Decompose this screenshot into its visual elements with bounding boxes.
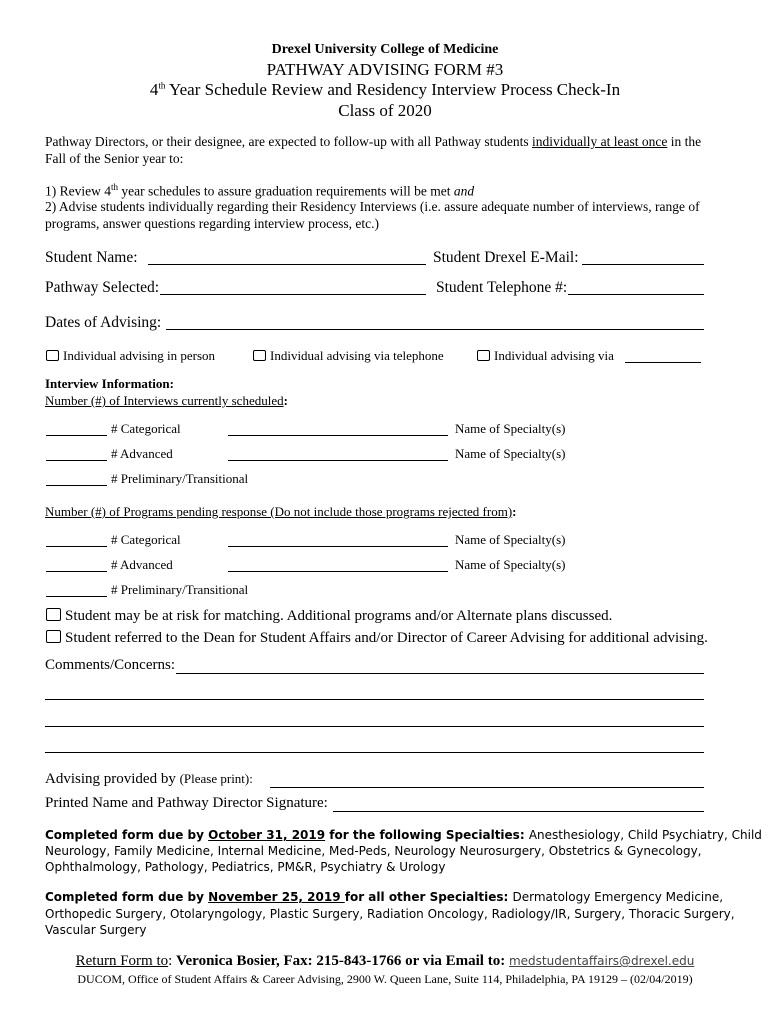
item1-and: and: [453, 183, 475, 199]
intro-end: in the: [667, 134, 702, 149]
return-colon: :: [168, 953, 177, 969]
pending-categorical-specialty-field[interactable]: [228, 546, 448, 547]
student-name-field[interactable]: [148, 264, 426, 265]
interview-heading: Interview Information:: [45, 376, 174, 391]
item1-prefix: 1) Review 4: [45, 183, 111, 199]
student-phone-label: Student Telephone #:: [436, 279, 568, 296]
deadline-october-line1: [45, 828, 762, 842]
dean-referral-option[interactable]: [46, 630, 708, 647]
advising-other-option[interactable]: [477, 348, 614, 364]
intro-item-1: [45, 182, 474, 200]
scheduled-advanced-label: # Advanced: [111, 446, 173, 461]
pending-preliminary-label: # Preliminary/Transitional: [111, 582, 249, 597]
advising-other-field[interactable]: [625, 362, 701, 363]
deadline-november-lead: Completed form due by: [45, 890, 209, 904]
scheduled-advanced-count[interactable]: [46, 460, 107, 461]
return-form-line: [0, 953, 770, 970]
advising-provided-label: [45, 771, 253, 788]
deadline-november-tail: for all other Specialties:: [344, 890, 513, 904]
programs-pending-heading: [45, 504, 517, 520]
pathway-selected-field[interactable]: [160, 294, 426, 295]
pending-advanced-label: # Advanced: [111, 557, 173, 572]
pending-advanced-count[interactable]: [46, 571, 107, 572]
student-phone-field[interactable]: [568, 294, 704, 295]
pending-preliminary-count[interactable]: [46, 596, 107, 597]
comments-line-4[interactable]: [45, 752, 704, 753]
dates-of-advising-field[interactable]: [166, 329, 704, 330]
form-subtitle: [0, 80, 770, 100]
intro-paragraph-line2: Fall of the Senior year to:: [45, 151, 184, 166]
dates-of-advising-label: Dates of Advising:: [45, 314, 162, 331]
intro-item-2-line1: 2) Advise students individually regarding their Residency Interviews (i.e. assure adequate number of interviews, range of: [45, 199, 700, 214]
comments-label: Comments/Concerns:: [45, 657, 175, 673]
scheduled-categorical-specialty-field[interactable]: [228, 435, 448, 436]
advising-in-person-option[interactable]: [46, 348, 215, 364]
pending-categorical-count[interactable]: [46, 546, 107, 547]
deadline-october-list-1: Anesthesiology, Child Psychiatry, Child: [528, 828, 762, 842]
pending-advanced-specialty-field[interactable]: [228, 571, 448, 572]
form-title: PATHWAY ADVISING FORM #3: [266, 60, 504, 79]
interviews-scheduled-colon: :: [283, 393, 288, 408]
advising-by-text: Advising provided by: [45, 771, 180, 787]
scheduled-categorical-label: # Categorical: [111, 421, 181, 436]
class-of: Class of 2020: [338, 101, 432, 120]
dean-referral-label: Student referred to the Dean for Student Affairs and/or Director of Career Advising for additional advising.: [65, 630, 708, 646]
intro-start: Pathway Directors, or their designee, are expected to follow-up with all Pathway students: [45, 134, 532, 149]
deadline-november-list-1: Dermatology Emergency Medicine,: [512, 890, 724, 904]
interviews-scheduled-heading: [45, 393, 288, 409]
student-email-field[interactable]: [582, 264, 704, 265]
intro-item-2-line2: programs, answer questions regarding interview process, etc.): [45, 216, 380, 231]
return-label: Return Form to: [75, 953, 169, 969]
deadline-november-line1: [45, 890, 723, 904]
comments-line-2[interactable]: [45, 699, 704, 700]
risk-matching-label: Student may be at risk for matching. Additional programs and/or Alternate plans discussed.: [65, 608, 613, 624]
scheduled-advanced-specialty-label: Name of Specialty(s): [455, 446, 566, 461]
scheduled-categorical-specialty-label: Name of Specialty(s): [455, 421, 566, 436]
advising-telephone-option[interactable]: [253, 348, 444, 364]
advising-telephone-label: Individual advising via telephone: [270, 348, 444, 363]
deadline-october-list-2: Neurology, Family Medicine, Internal Medicine, Med-Peds, Neurology Neurosurgery, Obstetrics & Gynecology,: [45, 844, 702, 858]
comments-line-1[interactable]: [176, 673, 704, 674]
pathway-selected-label: Pathway Selected:: [45, 279, 160, 296]
return-email-link[interactable]: medstudentaffairs@drexel.edu: [508, 954, 695, 968]
deadline-november-list-2: Orthopedic Surgery, Otolaryngology, Plastic Surgery, Radiation Oncology, Radiology/IR, Surgery, Thoracic Surgery,: [45, 907, 735, 921]
deadline-november-date: November 25, 2019: [208, 890, 345, 904]
advising-provided-field[interactable]: [270, 787, 704, 788]
item1-rest: year schedules to assure graduation requirements will be met: [118, 183, 454, 199]
pending-advanced-specialty-label: Name of Specialty(s): [455, 557, 566, 572]
pending-categorical-specialty-label: Name of Specialty(s): [455, 532, 566, 547]
subtitle-sup: th: [158, 80, 166, 91]
checkbox-icon[interactable]: [477, 350, 490, 361]
programs-pending-label: Number (#) of Programs pending response (Do not include those programs rejected from): [45, 504, 513, 519]
scheduled-categorical-count[interactable]: [46, 435, 107, 436]
risk-matching-option[interactable]: [46, 608, 612, 625]
checkbox-icon[interactable]: [46, 608, 61, 621]
subtitle-rest: Year Schedule Review and Residency Interview Process Check-In: [165, 80, 621, 99]
deadline-november-list-3: Vascular Surgery: [45, 923, 147, 937]
intro-paragraph-line1: [45, 134, 701, 150]
checkbox-icon[interactable]: [46, 630, 61, 643]
scheduled-preliminary-count[interactable]: [46, 485, 107, 486]
item1-sup: th: [110, 182, 118, 192]
deadline-october-date: October 31, 2019: [208, 828, 326, 842]
advising-other-label: Individual advising via: [494, 348, 614, 363]
return-fax: , Fax: 215-843-1766 or via Email to:: [275, 953, 509, 969]
scheduled-advanced-specialty-field[interactable]: [228, 460, 448, 461]
pending-categorical-label: # Categorical: [111, 532, 181, 547]
intro-emphasis: individually at least once: [532, 134, 668, 149]
please-print-text: (Please print):: [179, 771, 253, 786]
comments-line-3[interactable]: [45, 726, 704, 727]
deadline-october-list-3: Ophthalmology, Pathology, Pediatrics, PM&R, Psychiatry & Urology: [45, 860, 446, 874]
deadline-october-lead: Completed form due by: [45, 828, 209, 842]
deadline-october-tail: for the following Specialties:: [325, 828, 529, 842]
programs-pending-colon: :: [512, 504, 517, 519]
advising-in-person-label: Individual advising in person: [63, 348, 216, 363]
institution-name: Drexel University College of Medicine: [271, 42, 499, 57]
checkbox-icon[interactable]: [253, 350, 266, 361]
return-contact: Veronica Bosier: [176, 953, 276, 969]
student-email-label: Student Drexel E-Mail:: [433, 249, 579, 266]
director-signature-label: Printed Name and Pathway Director Signature:: [45, 795, 328, 811]
office-address: DUCOM, Office of Student Affairs & Career Advising, 2900 W. Queen Lane, Suite 114, Philadelphia, PA 19129 – (02/04/2019): [77, 972, 693, 986]
student-name-label: Student Name:: [45, 249, 138, 266]
checkbox-icon[interactable]: [46, 350, 59, 361]
interviews-scheduled-label: Number (#) of Interviews currently scheduled: [45, 393, 284, 408]
subtitle-prefix: 4: [149, 80, 159, 99]
scheduled-preliminary-label: # Preliminary/Transitional: [111, 471, 249, 486]
director-signature-field[interactable]: [333, 811, 704, 812]
